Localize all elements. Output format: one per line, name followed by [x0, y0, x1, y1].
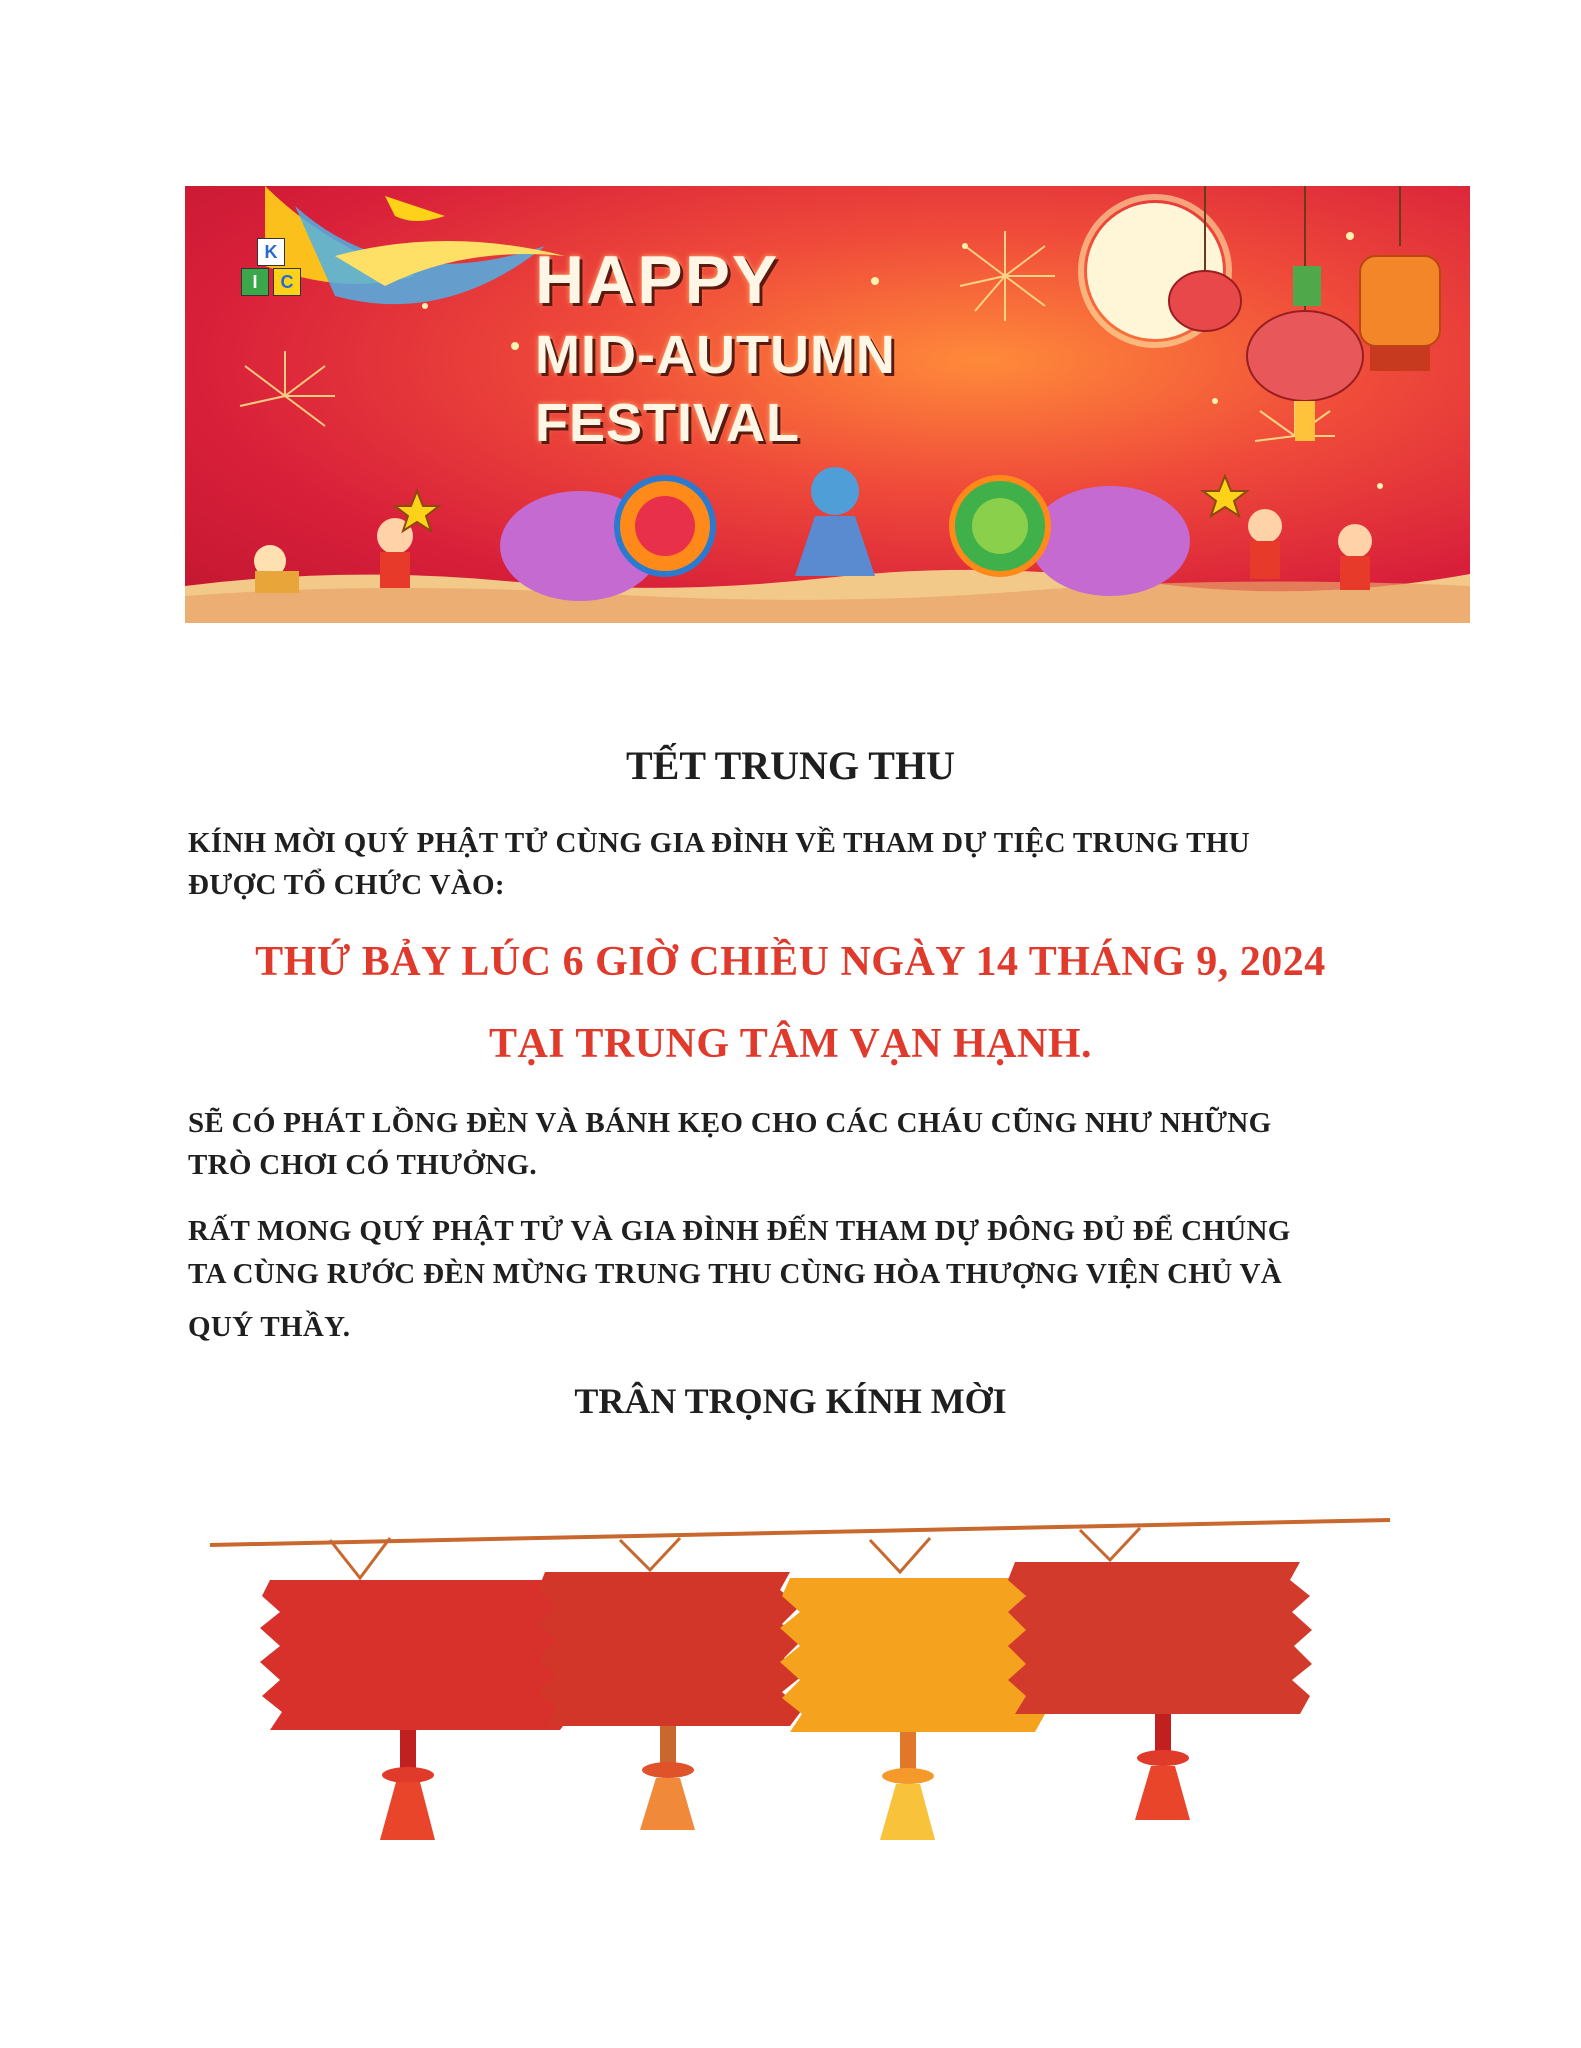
- banner-title-mid-autumn: MID-AUTUMN: [535, 325, 896, 385]
- event-place: TẠI TRUNG TÂM VẠN HẠNH.: [488, 1021, 1093, 1067]
- lantern-red-3: [1008, 1528, 1312, 1820]
- logo-block-k: K: [257, 238, 285, 266]
- lantern-red-1: [260, 1538, 572, 1840]
- lantern-orange: [780, 1538, 1047, 1840]
- banner-title-festival: FESTIVAL: [535, 393, 801, 453]
- hope-line-2: TA CÙNG RƯỚC ĐÈN MỪNG TRUNG THU CÙNG HÒA THƯỢNG VIỆN CHỦ VÀ: [188, 1258, 1282, 1290]
- logo-block-i: I: [241, 268, 269, 296]
- lion-dance-left: [500, 478, 713, 601]
- kic-logo: [235, 238, 305, 298]
- gifts-line-1: SẼ CÓ PHÁT LỒNG ĐÈN VÀ BÁNH KẸO CHO CÁC CHÁU CŨNG NHƯ NHỮNG: [188, 1107, 1272, 1139]
- hanging-lanterns-illustration: [200, 1500, 1400, 1860]
- hope-line-1: RẤT MONG QUÝ PHẬT TỬ VÀ GIA ĐÌNH ĐẾN THAM DỰ ĐÔNG ĐỦ ĐỂ CHÚNG: [188, 1215, 1291, 1247]
- event-date: THỨ BẢY LÚC 6 GIỜ CHIỀU NGÀY 14 THÁNG 9, 2024: [255, 939, 1326, 985]
- closing-line: TRÂN TRỌNG KÍNH MỜI: [574, 1381, 1007, 1421]
- banner-title: [535, 242, 896, 453]
- gifts-line-2: TRÒ CHƠI CÓ THƯỞNG.: [188, 1149, 537, 1181]
- page-heading: TẾT TRUNG THU: [625, 743, 955, 788]
- festival-banner: [185, 186, 1470, 623]
- logo-block-c: C: [273, 268, 301, 296]
- invite-line-1: KÍNH MỜI QUÝ PHẬT TỬ CÙNG GIA ĐÌNH VỀ THAM DỰ TIỆC TRUNG THU: [188, 827, 1250, 859]
- hope-line-3: QUÝ THẦY.: [188, 1311, 351, 1343]
- invite-line-2: ĐƯỢC TỔ CHỨC VÀO:: [188, 869, 505, 901]
- banner-title-happy: HAPPY: [535, 242, 780, 318]
- lantern-red-2: [538, 1538, 802, 1830]
